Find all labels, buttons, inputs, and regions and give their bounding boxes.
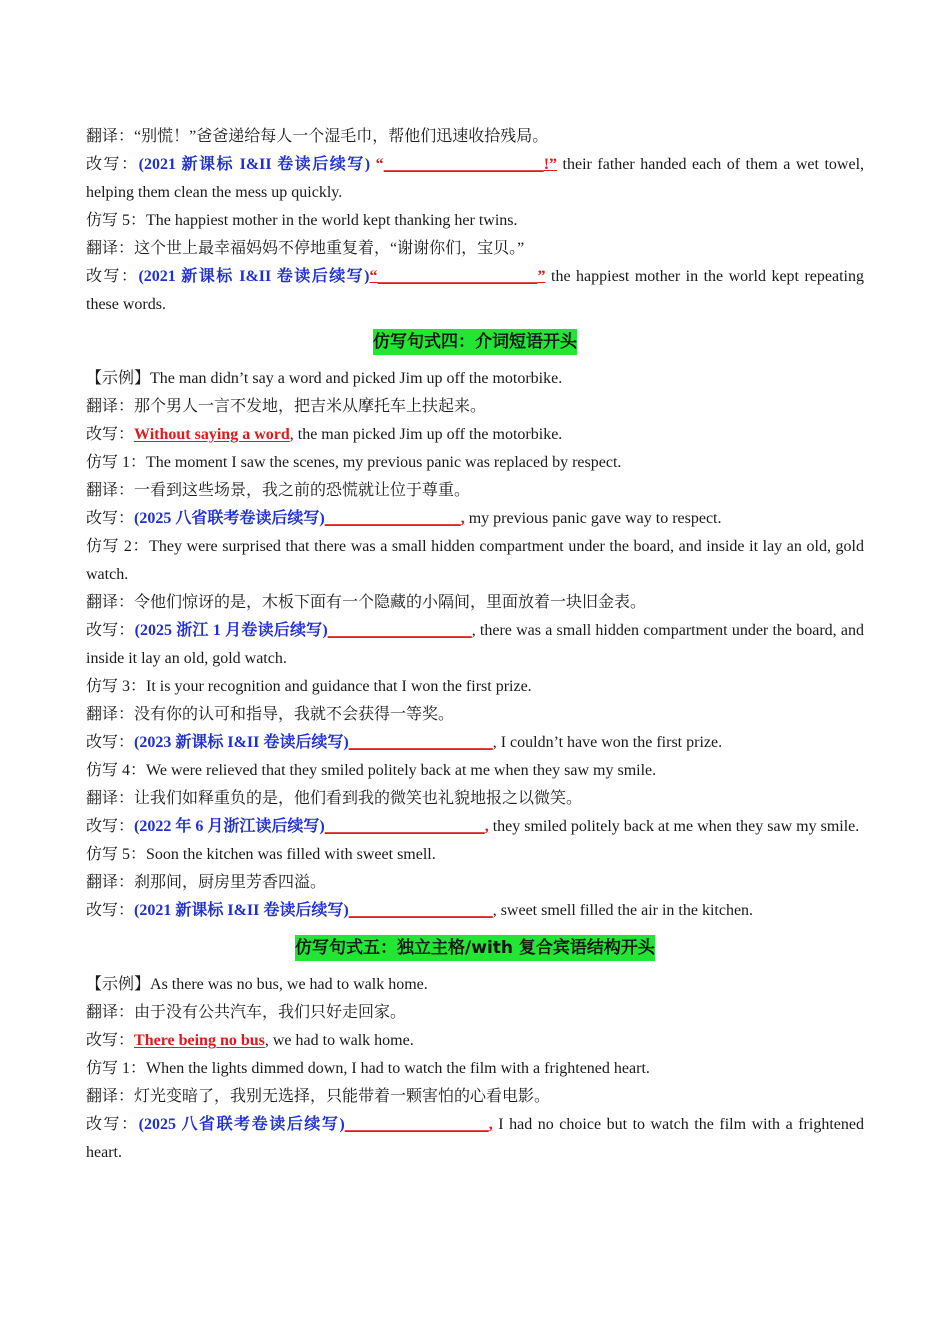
- imitation-item: [86, 841, 864, 925]
- rewrite-line: [86, 421, 864, 449]
- answer-blank[interactable]: __________________: [344, 1116, 489, 1133]
- rewrite-rest: my previous panic gave way to respect.: [464, 510, 722, 527]
- example-line: [86, 971, 864, 999]
- translation-line: [86, 999, 864, 1027]
- translate-label: 翻译：: [86, 398, 135, 415]
- source-tag: (2025 浙江 1 月卷读后续写): [134, 622, 328, 639]
- translation-text: 没有你的认可和指导，我就不会获得一等奖。: [134, 706, 455, 723]
- imitation-line: [86, 757, 864, 785]
- imitation-text: We were relieved that they smiled politely back at me when they saw my smile.: [146, 762, 657, 779]
- source-tag: (2021 新课标 I&II 卷读后续写): [138, 156, 371, 173]
- translation-line: [86, 785, 864, 813]
- translate-label: 翻译：: [86, 790, 135, 807]
- translation-text: 那个男人一言不发地，把吉米从摩托车上扶起来。: [134, 398, 487, 415]
- translation-line: [86, 477, 864, 505]
- translation-line: [86, 589, 864, 617]
- source-tag: (2025 八省联考卷读后续写): [134, 510, 325, 527]
- quote-mark: !”: [543, 156, 558, 173]
- example-answer: Without saying a word: [134, 426, 290, 443]
- translation-text: 令他们惊讶的是，木板下面有一个隐藏的小隔间，里面放着一块旧金表。: [134, 594, 647, 611]
- answer-blank[interactable]: __________________: [348, 902, 493, 919]
- imitation-label: 仿写 1：: [86, 454, 147, 471]
- quote-mark: ”: [537, 268, 546, 285]
- rewrite-line: [86, 1027, 864, 1055]
- imitation-line: [86, 449, 864, 477]
- example-line: [86, 365, 864, 393]
- comma-mark: ,: [488, 1116, 493, 1133]
- imitation-label: 仿写 5：: [86, 212, 147, 229]
- rewrite-label: 改写：: [86, 1116, 139, 1133]
- rewrite-line: [86, 151, 864, 207]
- imitation-item: [86, 757, 864, 841]
- rewrite-line: [86, 263, 864, 319]
- translate-label: 翻译：: [86, 128, 135, 145]
- translation-line: [86, 1083, 864, 1111]
- imitation-line: [86, 533, 864, 589]
- translation-text: 这个世上最幸福妈妈不停地重复着，“谢谢你们，宝贝。”: [134, 240, 525, 257]
- imitation-label: 仿写 4：: [86, 762, 147, 779]
- imitation-label: 仿写 1：: [86, 1060, 147, 1077]
- translation-line: [86, 235, 864, 263]
- source-tag: (2021 新课标 I&II 卷读后续写): [138, 268, 370, 285]
- rewrite-rest: , there was a small hidden compartment under the board, and inside it lay an old, gold watch.: [86, 622, 864, 667]
- rewrite-rest: their father handed each of them a wet towel, helping them clean the mess up quickly.: [86, 156, 865, 201]
- imitation-text: It is your recognition and guidance that I won the first prize.: [146, 678, 532, 695]
- imitation-line: [86, 673, 864, 701]
- imitation-line: [86, 207, 864, 235]
- imitation-item: [86, 449, 864, 533]
- rewrite-line: [86, 505, 864, 533]
- translation-text: 灯光变暗了，我别无选择，只能带着一颗害怕的心看电影。: [134, 1088, 551, 1105]
- translate-label: 翻译：: [86, 706, 135, 723]
- translate-label: 翻译：: [86, 1088, 135, 1105]
- rewrite-rest: , sweet smell filled the air in the kitchen.: [492, 902, 754, 919]
- imitation-line: [86, 1055, 864, 1083]
- translate-label: 翻译：: [86, 874, 135, 891]
- translation-text: “别慌！”爸爸递给每人一个湿毛巾，帮他们迅速收拾残局。: [134, 128, 549, 145]
- section-heading: 仿写句式五：独立主格/with 复合宾语结构开头: [295, 935, 655, 961]
- example-text: The man didn’t say a word and picked Jim up off the motorbike.: [150, 370, 563, 387]
- imitation-label: 仿写 3：: [86, 678, 147, 695]
- rewrite-rest: , we had to walk home.: [264, 1032, 414, 1049]
- rewrite-label: 改写：: [86, 818, 135, 835]
- translate-label: 翻译：: [86, 240, 135, 257]
- rewrite-label: 改写：: [86, 426, 135, 443]
- section-heading-wrap: [86, 329, 864, 357]
- rewrite-rest: I had no choice but to watch the film with a frightened heart.: [86, 1116, 864, 1161]
- rewrite-line: [86, 897, 864, 925]
- translation-text: 一看到这些场景，我之前的恐慌就让位于尊重。: [134, 482, 471, 499]
- example-answer: There being no bus: [134, 1032, 265, 1049]
- source-tag: (2021 新课标 I&II 卷读后续写): [134, 902, 349, 919]
- example-label: 【示例】: [86, 976, 151, 993]
- translate-label: 翻译：: [86, 594, 135, 611]
- imitation-text: The moment I saw the scenes, my previous panic was replaced by respect.: [146, 454, 622, 471]
- imitation-label: 仿写 2：: [86, 538, 150, 555]
- source-tag: (2025 八省联考卷读后续写): [138, 1116, 345, 1133]
- imitation-label: 仿写 5：: [86, 846, 147, 863]
- answer-blank[interactable]: ____________________: [383, 156, 544, 173]
- answer-blank[interactable]: ____________________: [377, 268, 538, 285]
- rewrite-label: 改写：: [86, 622, 135, 639]
- comma-mark: ,: [460, 510, 465, 527]
- rewrite-label: 改写：: [86, 156, 139, 173]
- rewrite-rest: , the man picked Jim up off the motorbike.: [289, 426, 563, 443]
- rewrite-rest: they smiled politely back at me when they saw my smile.: [488, 818, 860, 835]
- imitation-text: Soon the kitchen was filled with sweet smell.: [146, 846, 436, 863]
- answer-blank[interactable]: __________________: [327, 622, 472, 639]
- rewrite-label: 改写：: [86, 510, 135, 527]
- section-heading-wrap: [86, 935, 864, 963]
- imitation-item: [86, 533, 864, 673]
- rewrite-rest: , I couldn’t have won the first prize.: [492, 734, 723, 751]
- translation-line: [86, 393, 864, 421]
- rewrite-label: 改写：: [86, 902, 135, 919]
- rewrite-line: [86, 1111, 864, 1167]
- imitation-text: They were surprised that there was a small hidden compartment under the board, and inside it lay an old, gold watch.: [86, 538, 864, 583]
- answer-blank[interactable]: ____________________: [324, 818, 485, 835]
- comma-mark: ,: [484, 818, 489, 835]
- imitation-item: [86, 673, 864, 757]
- imitation-list: [86, 449, 864, 925]
- imitation-line: [86, 841, 864, 869]
- imitation-text: The happiest mother in the world kept thanking her twins.: [146, 212, 518, 229]
- translation-text: 让我们如释重负的是，他们看到我的微笑也礼貌地报之以微笑。: [134, 790, 583, 807]
- rewrite-label: 改写：: [86, 1032, 135, 1049]
- translation-text: 由于没有公共汽车，我们只好走回家。: [134, 1004, 407, 1021]
- answer-blank[interactable]: _________________: [324, 510, 461, 527]
- answer-blank[interactable]: __________________: [348, 734, 493, 751]
- translation-text: 刹那间，厨房里芳香四溢。: [134, 874, 327, 891]
- translation-line: [86, 869, 864, 897]
- section-heading: 仿写句式四：介词短语开头: [373, 329, 577, 355]
- rewrite-line: [86, 729, 864, 757]
- translation-line: [86, 123, 864, 151]
- example-text: As there was no bus, we had to walk home.: [150, 976, 428, 993]
- rewrite-line: [86, 813, 864, 841]
- translation-line: [86, 701, 864, 729]
- rewrite-label: 改写：: [86, 268, 139, 285]
- example-label: 【示例】: [86, 370, 151, 387]
- quote-mark: “: [370, 156, 384, 173]
- imitation-text: When the lights dimmed down, I had to watch the film with a frightened heart.: [146, 1060, 650, 1077]
- rewrite-rest: the happiest mother in the world kept repeating these words.: [86, 268, 864, 313]
- translate-label: 翻译：: [86, 1004, 135, 1021]
- rewrite-line: [86, 617, 864, 673]
- translate-label: 翻译：: [86, 482, 135, 499]
- rewrite-label: 改写：: [86, 734, 135, 751]
- source-tag: (2023 新课标 I&II 卷读后续写): [134, 734, 349, 751]
- quote-mark: “: [369, 268, 378, 285]
- source-tag: (2022 年 6 月浙江读后续写): [134, 818, 325, 835]
